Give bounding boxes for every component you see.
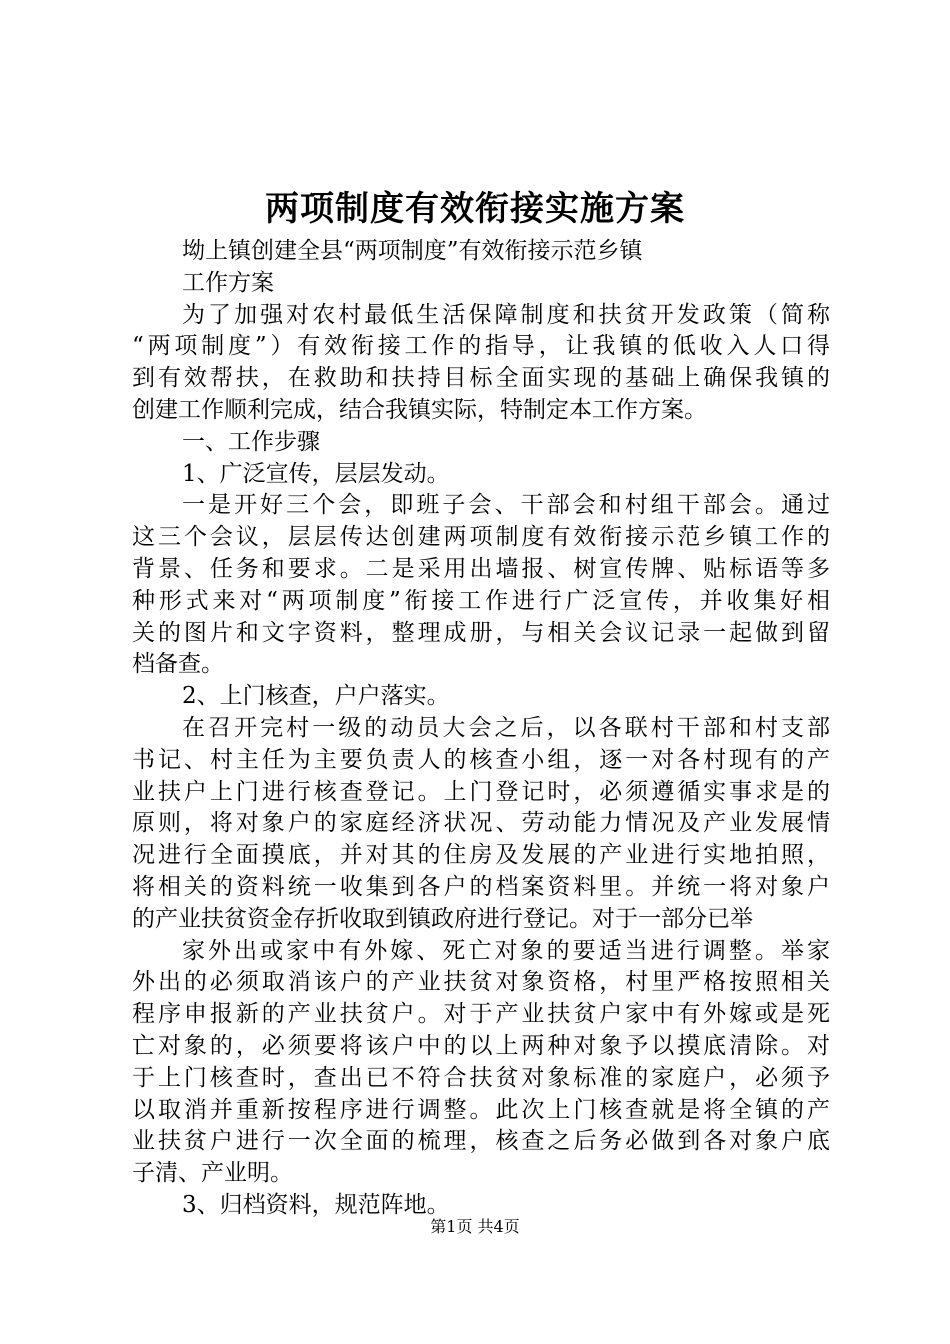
text-line: 为了加强对农村最低生活保障制度和扶贫开发政策（简称 <box>182 301 830 328</box>
text-line: 子清、产业明。 <box>132 1160 293 1187</box>
document-body <box>132 236 830 1222</box>
text-line: 况进行全面摸底，并对其的住房及发展的产业进行实地拍照， <box>132 842 830 869</box>
page-title: 两项制度有效衔接实施方案 <box>265 189 685 229</box>
text-line: 原则，将对象户的家庭经济状况、劳动能力情况及产业发展情 <box>132 810 830 837</box>
text-line: 业扶贫户进行一次全面的梳理，核查之后务必做到各对象户底 <box>132 1128 830 1155</box>
text-line: 到有效帮扶，在救助和扶持目标全面实现的基础上确保我镇的 <box>132 365 830 392</box>
text-line: 创建工作顺利完成，结合我镇实际，特制定本工作方案。 <box>132 396 707 423</box>
text-line: 的产业扶贫资金存折收取到镇政府进行登记。对于一部分已举 <box>132 905 753 932</box>
text-line: 家外出或家中有外嫁、死亡对象的要适当进行调整。举家 <box>182 937 830 964</box>
text-line: 2、上门核查，户户落实。 <box>182 683 450 710</box>
text-line: 一是开好三个会，即班子会、干部会和村组干部会。通过 <box>182 492 830 519</box>
text-line: 3、归档资料，规范阵地。 <box>182 1191 450 1218</box>
text-line: 这三个会议，层层传达创建两项制度有效衔接示范乡镇工作的 <box>132 524 830 551</box>
text-line: 将相关的资料统一收集到各户的档案资料里。并统一将对象户 <box>132 873 830 900</box>
text-line: 1、广泛宣传，层层发动。 <box>182 460 450 487</box>
text-line: 于上门核查时，查出已不符合扶贫对象标准的家庭户，必须予 <box>132 1064 830 1091</box>
text-line: 种形式来对“两项制度”衔接工作进行广泛宣传，并收集好相 <box>132 587 830 614</box>
text-line: “两项制度”）有效衔接工作的指导，让我镇的低收入人口得 <box>132 333 830 360</box>
text-line: 业扶户上门进行核查登记。上门登记时，必须遵循实事求是的 <box>132 778 830 805</box>
text-line: 工作方案 <box>182 269 274 296</box>
text-line: 亡对象的，必须要将该户中的以上两种对象予以摸底清除。对 <box>132 1032 830 1059</box>
text-line: 关的图片和文字资料，整理成册，与相关会议记录一起做到留 <box>132 619 830 646</box>
text-line: 坳上镇创建全县“两项制度”有效衔接示范乡镇 <box>182 238 643 264</box>
text-line: 一、工作步骤 <box>182 428 320 455</box>
page-footer: 第1页 共4页 <box>430 1217 520 1236</box>
text-line: 外出的必须取消该户的产业扶贫对象资格，村里严格按照相关 <box>132 969 830 996</box>
text-line: 书记、村主任为主要负责人的核查小组，逐一对各村现有的产 <box>132 746 830 773</box>
text-line: 背景、任务和要求。二是采用出墙报、树宣传牌、贴标语等多 <box>132 555 830 582</box>
text-line: 程序申报新的产业扶贫户。对于产业扶贫户家中有外嫁或是死 <box>132 1001 830 1028</box>
text-line: 在召开完村一级的动员大会之后，以各联村干部和村支部 <box>182 714 830 741</box>
text-line: 以取消并重新按程序进行调整。此次上门核查就是将全镇的产 <box>132 1096 830 1123</box>
text-line: 档备查。 <box>132 651 224 678</box>
